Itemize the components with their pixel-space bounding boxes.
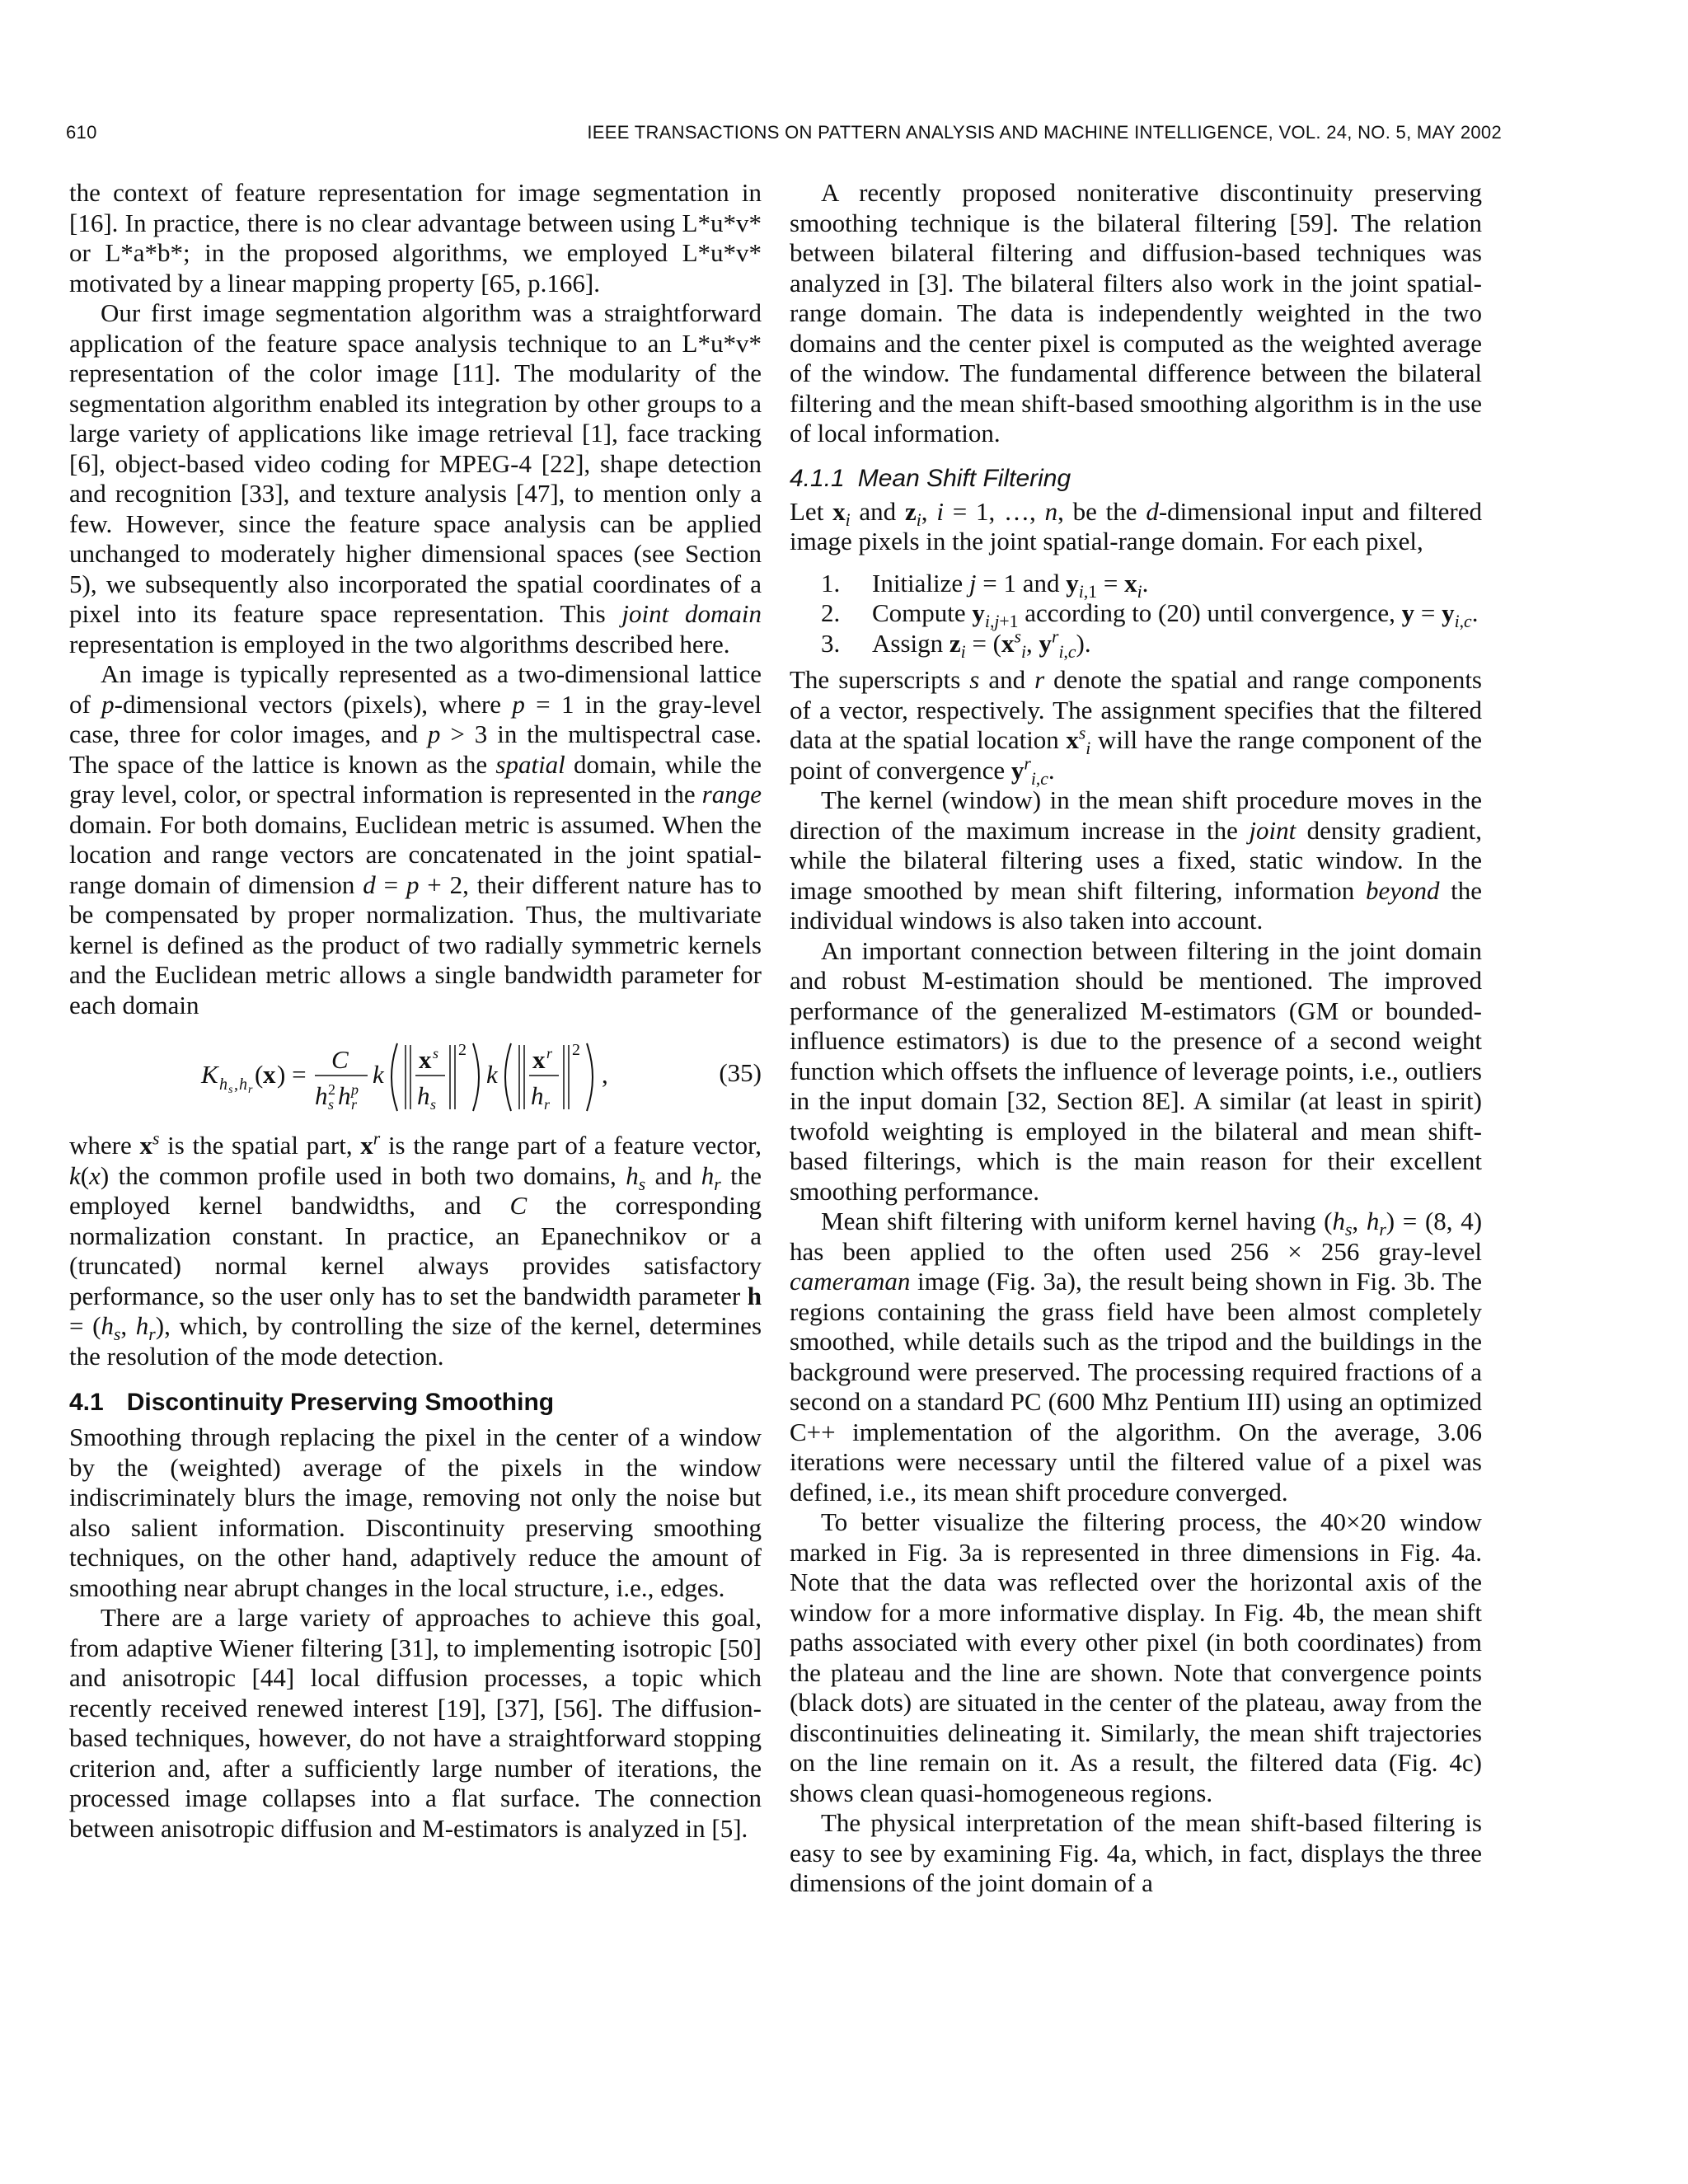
svg-text:h: h <box>239 1076 247 1094</box>
svg-text:) =: ) = <box>277 1060 307 1089</box>
paragraph-visualize: To better visualize the filtering process, the 40×20 window marked in Fig. 3a is represented in three dimensions in Fig. 4a. Note that the data was reflected over the horizontal axis of the window for a more informative display. In Fig. 4b, the mean shift paths associated with every other pixel (in both coordinates) from the plateau and the line are shown. Note that convergence points (black dots) are situated in the center of the plateau, away from the discontinuities delineating it. Similarly, the mean shift trajectories on the line remain on it. As a result, the filtered data (Fig. 4c) shows clean quasi-homogeneous regions. <box>790 1507 1483 1807</box>
svg-text:s: s <box>328 1096 335 1113</box>
running-header <box>66 122 1502 155</box>
svg-text:k: k <box>486 1060 498 1089</box>
svg-text:2: 2 <box>458 1041 467 1059</box>
paragraph-kernel-window: The kernel (window) in the mean shift procedure moves in the direction of the maximum increase in the joint density gradient, while the bilateral filtering uses a fixed, static window. In the image smoothed by mean shift filtering, information beyond the individual windows is also taken into account. <box>790 785 1482 935</box>
left-column <box>69 178 762 1844</box>
svg-text:k: k <box>373 1060 384 1089</box>
svg-text:r: r <box>248 1084 253 1096</box>
svg-text:x: x <box>532 1045 546 1074</box>
svg-text:K: K <box>201 1060 218 1089</box>
svg-text:s: s <box>430 1096 437 1113</box>
paragraph-physical-interpretation: The physical interpretation of the mean shift-based filtering is easy to see by examining Fig. 4a, which, in fact, displays the three dimensions of the joint domain of a <box>790 1808 1482 1897</box>
svg-text:h: h <box>417 1081 430 1110</box>
svg-text:h: h <box>219 1076 227 1094</box>
svg-text:,: , <box>234 1076 238 1094</box>
svg-text:s: s <box>433 1045 439 1062</box>
svg-text:2: 2 <box>328 1081 335 1098</box>
equation-35 <box>69 1032 762 1118</box>
svg-text:h: h <box>315 1081 328 1110</box>
paragraph-context: the context of feature representation for image segmentation in [16]. In practice, there is no clear advantage between using L*u*v* or L*a*b*; in the proposed algorithms, we employed L*u*v* motivated by a linear mapping property [65, p.166]. <box>69 178 762 298</box>
step-2: 2. Compute $y_{i,j+1}$ according to (20) until convergence, $y = y_{i,c}$. <box>821 598 1479 632</box>
subsection-heading-4-1-1: 4.1.1 Mean Shift Filtering <box>790 464 1071 492</box>
paragraph-first-algorithm: Our first image segmentation algorithm was a straightforward application of the feature space analysis technique to an L*u*v* representation of the color image [11]. The modularity of the segmentation algorithm enabled its integration by other groups to a large variety of applications like image retrieval [1], face tracking [6], object-based video coding for MPEG-4 [22], shape detection and recognition [33], and texture analysis [47], to mention only a few. However, since the feature space analysis can be applied unchanged to moderately higher dimensional spaces (see Section 5), we subsequently also incorporated the spatial coordinates of a pixel into its feature space representation. This joint domain representation is employed in the two algorithms described here. <box>69 298 762 658</box>
svg-text:h: h <box>338 1081 351 1110</box>
svg-text:r: r <box>544 1096 551 1113</box>
page-number: 610 <box>66 122 97 143</box>
paragraph-bilateral-filtering: A recently proposed noniterative discontinuity preserving smoothing technique is the bilateral filtering [59]. The relation between bilateral filtering and diffusion-based techniques was analyzed in [3]. The bilateral filters also work in the joint spatial-range domain. The data is independently weighted in the two domains and the center pixel is computed as the weighted average of the window. The fundamental difference between the bilateral filtering and the mean shift-based smoothing algorithm is in the use of local information. <box>790 178 1482 448</box>
paragraph-smoothing: Smoothing through replacing the pixel in the center of a window by the (weighted) average of the pixels in the window indiscriminately blurs the image, removing not only the noise but also salient information. Discontinuity preserving smoothing techniques, on the other hand, adaptively reduce the amount of smoothing near abrupt changes in the local structure, i.e., edges. <box>69 1422 762 1602</box>
svg-text:p: p <box>351 1081 359 1098</box>
kernel-equation <box>69 1032 712 1118</box>
algorithm-steps <box>790 568 1482 662</box>
paragraph-image-representation: An image is typically represented as a two-dimensional lattice of p-dimensional vectors (pixels), where p = 1 in the gray-level case, three for color images, and p > 3 in the multispectral case. The space of the lattice is known as the spatial domain, while the gray level, color, or spectral information is represented in the range domain. For both domains, Euclidean metric is assumed. When the location and range vectors are concatenated in the joint spatial-range domain of dimension d = p + 2, their different nature has to be compensated by proper normalization. Thus, the multivariate kernel is defined as the product of two radially symmetric kernels and the Euclidean metric allows a single bandwidth parameter for each domain <box>69 659 762 1019</box>
step-1: 1. Initialize j = 1 and $y_{i,1} = x_i$. <box>821 568 1149 602</box>
paragraph-superscripts: The superscripts s and r denote the spatial and range components of a vector, respectively. The assignment specifies that the filtered data at the spatial location $x^s_i$ will have the range component of the point of convergence $y^r_{i,c}$. <box>790 665 1482 789</box>
paragraph-m-estimation: An important connection between filtering in the joint domain and robust M-estimation should be mentioned. The improved performance of the generalized M-estimators (GM or bounded-influence estimators) is due to the presence of a second weight function which offsets the influence of leverage points, i.e., outliers in the input domain [32, Section 8E]. A similar (at least in spirit) twofold weighting is employed in the bilateral and mean shift-based filterings, which is the main reason for their excellent smoothing performance. <box>790 935 1482 1206</box>
paragraph-kernel-description: where $x^s$ is the spatial part, $x^r$ is the range part of a feature vector, k(x) the common profile used in both two domains, $h_s$ and $h_r$ the employed kernel bandwidths, and C the corresponding normalization constant. In practice, an Epanechnikov or a (truncated) normal kernel always provides satisfactory performance, so the user only has to set the bandwidth parameter $h = (h_s$, $h_r$), which, by controlling the size of the kernel, determines the resolution of the mode detection. <box>69 1128 762 1371</box>
svg-text:x: x <box>263 1060 276 1089</box>
svg-text:s: s <box>228 1084 233 1096</box>
paragraph-mean-shift-definition: Let $x_i$ and $z_i$, i = 1, …, n, be the d-dimensional input and filtered image pixels in the joint spatial-range domain. For each pixel, <box>790 496 1483 555</box>
svg-text:C: C <box>331 1045 349 1074</box>
svg-text:r: r <box>351 1096 358 1113</box>
svg-text:r: r <box>546 1045 553 1062</box>
section-heading-4-1: 4.1 Discontinuity Preserving Smoothing <box>69 1389 555 1416</box>
paragraph-cameraman: Mean shift filtering with uniform kernel having ($h_s$, $h_r) = (8$, 4) has been applied to the often used 256 × 256 gray-level cameraman image (Fig. 3a), the result being shown in Fig. 3b. The regions containing the grass field have been almost completely smoothed, while details such as the tripod and the buildings in the background were preserved. The processing required fractions of a second on a standard PC (600 Mhz Pentium III) using an optimized C++ implementation of the algorithm. On the average, 3.06 iterations were necessary until the filtered value of a pixel was defined, i.e., its mean shift procedure converged. <box>790 1207 1483 1507</box>
svg-text:x: x <box>419 1045 432 1074</box>
equation-number: (35) <box>719 1058 762 1087</box>
right-column <box>790 178 1482 1899</box>
svg-text:,: , <box>602 1060 608 1089</box>
svg-text:(: ( <box>255 1060 264 1089</box>
journal-info: IEEE TRANSACTIONS ON PATTERN ANALYSIS AND MACHINE INTELLIGENCE, VOL. 24, NO. 5, MAY 2002 <box>587 122 1502 143</box>
svg-text:h: h <box>531 1081 544 1110</box>
step-3: 3. Assign $z_i = (x^s_i$, $y^r_{i,c}$). <box>821 626 1091 662</box>
svg-text:2: 2 <box>572 1041 580 1059</box>
paragraph-approaches: There are a large variety of approaches to achieve this goal, from adaptive Wiener filtering [31], to implementing isotropic [50] and anisotropic [44] local diffusion processes, a topic which recently received renewed interest [19], [37], [56]. The diffusion-based techniques, however, do not have a straightforward stopping criterion and, after a sufficiently large number of iterations, the processed image collapses into a flat surface. The connection between anisotropic diffusion and M-estimators is analyzed in [5]. <box>69 1603 762 1843</box>
